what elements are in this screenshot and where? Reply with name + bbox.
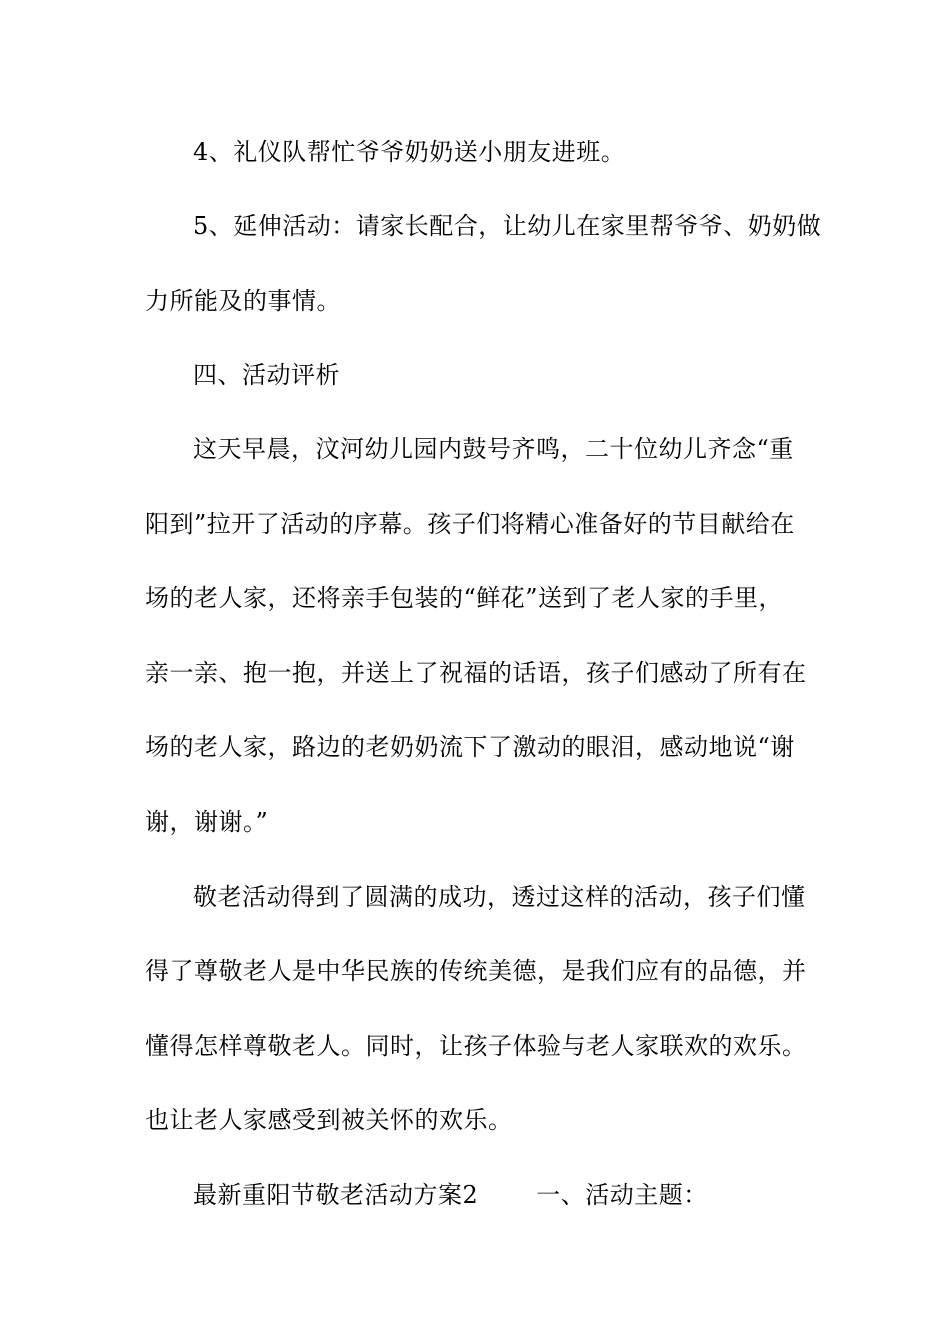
section-heading-review: 四、活动评析: [193, 361, 340, 389]
review-paragraph-1-line-4: 亲一亲、抱一抱，并送上了祝福的话语，孩子们感动了所有在: [145, 659, 807, 687]
review-paragraph-2-line-4: 也让老人家感受到被关怀的欢乐。: [145, 1106, 513, 1134]
next-plan-heading: [193, 1175, 863, 1215]
review-paragraph-1-line-2: 阳到”拉开了活动的序幕。孩子们将精心准备好的节目献给在: [145, 510, 795, 538]
list-item-5-line-2: 力所能及的事情。: [145, 287, 341, 315]
review-paragraph-1-line-5: 场的老人家，路边的老奶奶流下了激动的眼泪，感动地说“谢: [145, 733, 795, 761]
review-paragraph-1-line-6: 谢，谢谢。”: [145, 808, 269, 836]
list-item-4: 4、礼仪队帮忙爷爷奶奶送小朋友进班。: [193, 138, 626, 166]
list-item-5-line-1: 5、延伸活动：请家长配合，让幼儿在家里帮爷爷、奶奶做: [193, 212, 822, 240]
review-paragraph-2-line-1: 敬老活动得到了圆满的成功，透过这样的活动，孩子们懂: [193, 883, 806, 911]
review-paragraph-1-line-1: 这天早晨，汶河幼儿园内鼓号齐鸣，二十位幼儿齐念“重: [193, 435, 794, 463]
review-paragraph-2-line-2: 得了尊敬老人是中华民族的传统美德，是我们应有的品德，并: [145, 957, 807, 985]
next-plan-first-heading: 一、活动主题：: [536, 1181, 708, 1209]
review-paragraph-1-line-3: 场的老人家，还将亲手包装的“鲜花”送到了老人家的手里，: [145, 584, 784, 612]
review-paragraph-2-line-3: 懂得怎样尊敬老人。同时，让孩子体验与老人家联欢的欢乐。: [145, 1032, 807, 1060]
next-plan-title: 最新重阳节敬老活动方案2: [193, 1181, 479, 1209]
